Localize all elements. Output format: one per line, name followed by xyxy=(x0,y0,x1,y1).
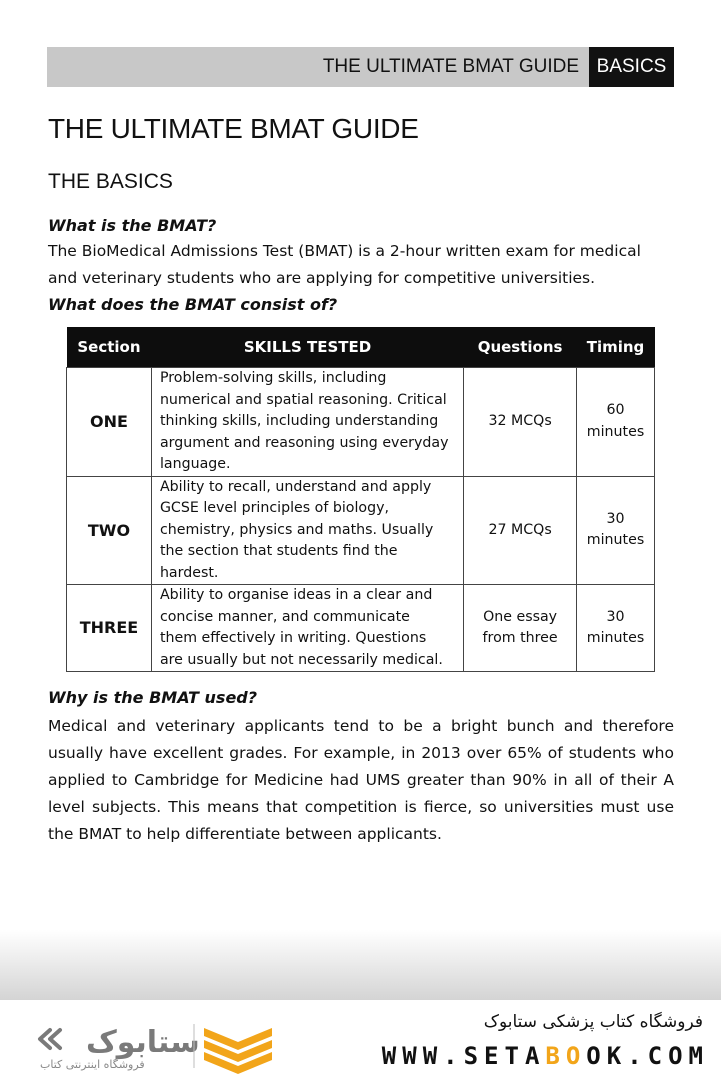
skills-line: numerical and spatial reasoning. Critical xyxy=(159,391,447,408)
questions-cell xyxy=(464,585,577,672)
section-cell: THREE xyxy=(67,585,152,672)
table-row xyxy=(67,476,655,585)
timing-unit: minutes xyxy=(586,423,645,440)
section-title: THE BASICS xyxy=(48,170,173,193)
store-url-link[interactable] xyxy=(382,1042,709,1070)
questions-cell xyxy=(464,368,577,477)
table-row xyxy=(67,585,655,672)
table-row xyxy=(67,368,655,477)
col-header-section: Section xyxy=(67,327,152,368)
what-is-line-1: The BioMedical Admissions Test (BMAT) is a 2-hour written exam for medical xyxy=(48,242,641,260)
store-url-part: WWW.SETA xyxy=(381,1042,546,1070)
col-header-timing: Timing xyxy=(577,327,655,368)
timing-unit: minutes xyxy=(586,630,645,646)
what-is-heading: What is the BMAT? xyxy=(48,216,217,235)
skills-cell xyxy=(151,585,463,672)
why-body: Medical and veterinary applicants tend to be a bright bunch and therefore usually have excellent grades. For example, in 2013 over 65% of students who applied to Cambridge for Medicine had UMS greater than 90% in all of their A level subjects. This means that competition is fierce, so universities must use the BMAT to help differentiate between applicants. xyxy=(48,717,674,843)
timing-value: 30 xyxy=(606,510,625,527)
footer-fade xyxy=(0,930,721,1000)
skills-line: are usually but not necessarily medical. xyxy=(159,651,443,668)
skills-line: the section that students find the xyxy=(159,543,398,559)
store-url-highlight: BO xyxy=(545,1042,587,1070)
skills-line: concise manner, and communicate xyxy=(159,608,410,625)
skills-line: Problem-solving skills, including xyxy=(159,370,387,386)
section-cell: ONE xyxy=(67,368,152,477)
timing-cell xyxy=(577,585,655,672)
why-heading: Why is the BMAT used? xyxy=(48,688,258,707)
stacked-chevrons-icon xyxy=(204,1028,272,1074)
col-header-questions: Questions xyxy=(464,327,577,368)
timing-cell xyxy=(577,476,655,585)
skills-line: chemistry, physics and maths. Usually xyxy=(159,521,434,538)
logo-tagline: فروشگاه اینترنتی کتاب xyxy=(40,1058,145,1071)
store-url-part: OK.COM xyxy=(586,1042,709,1070)
skills-line: language. xyxy=(159,456,231,472)
timing-value: 30 xyxy=(606,608,625,625)
logo-wordmark: ستابوک xyxy=(86,1025,200,1060)
questions-line: 32 MCQs xyxy=(488,413,552,429)
skills-line: thinking skills, including understanding xyxy=(159,413,439,429)
what-is-line-2: and veterinary students who are applying for competitive universities. xyxy=(48,269,596,287)
skills-line: Ability to recall, understand and apply xyxy=(159,478,432,495)
chevron-left-icon xyxy=(40,1030,60,1048)
skills-line: argument and reasoning using everyday xyxy=(159,434,449,451)
skills-line: GCSE level principles of biology, xyxy=(159,500,390,516)
skills-line: them effectively in writing. Questions xyxy=(159,630,427,646)
consist-heading: What does the BMAT consist of? xyxy=(48,295,338,314)
skills-line: Ability to organise ideas in a clear and xyxy=(159,587,433,603)
questions-line: One essay xyxy=(483,608,558,625)
timing-cell xyxy=(577,368,655,477)
skills-line: hardest. xyxy=(159,564,219,581)
skills-cell xyxy=(151,368,463,477)
questions-line: from three xyxy=(482,630,558,646)
table-header-row xyxy=(67,327,655,368)
page-title: THE ULTIMATE BMAT GUIDE xyxy=(48,113,419,144)
header-title: THE ULTIMATE BMAT GUIDE xyxy=(322,56,579,77)
timing-value: 60 xyxy=(606,402,625,419)
header-section-tag: BASICS xyxy=(589,47,674,87)
skills-cell xyxy=(151,476,463,585)
bmat-sections-table xyxy=(66,327,655,672)
timing-unit: minutes xyxy=(586,532,645,549)
section-cell: TWO xyxy=(67,476,152,585)
questions-cell xyxy=(464,476,577,585)
running-header xyxy=(47,47,674,87)
col-header-skills: SKILLS TESTED xyxy=(151,327,463,368)
store-name: فروشگاه کتاب پزشکی ستابوک xyxy=(483,1012,703,1032)
questions-line: 27 MCQs xyxy=(488,521,552,538)
